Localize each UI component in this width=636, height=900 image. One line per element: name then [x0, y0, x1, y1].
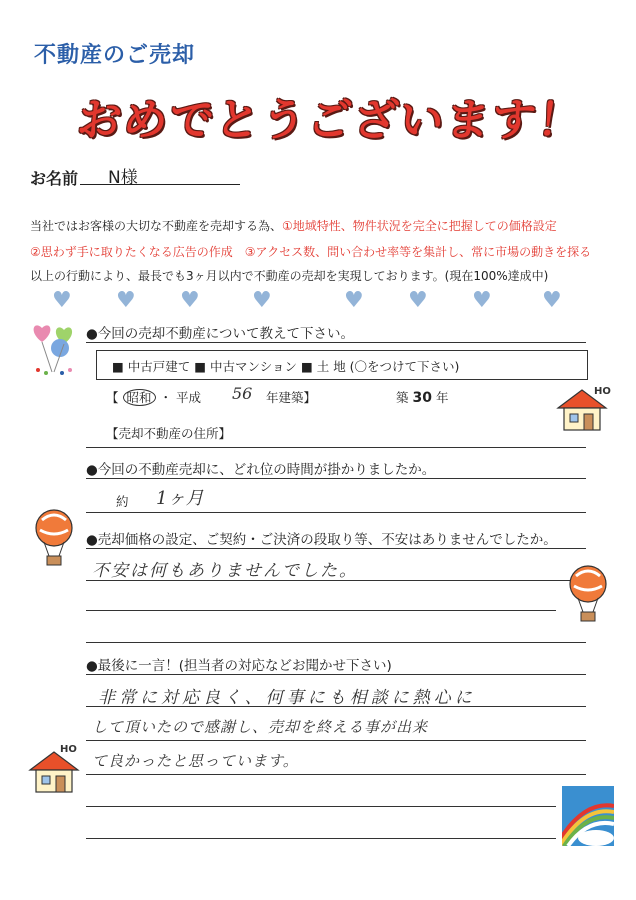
- rule: [86, 512, 586, 513]
- heart-icon: ♥: [52, 288, 72, 313]
- q4-question: ●最後に一言！(担当者の対応などお聞かせ下さい): [86, 658, 392, 674]
- q2-prefix: 約: [116, 494, 129, 509]
- heart-icon: ♥: [252, 288, 272, 313]
- q1-age: [396, 388, 448, 406]
- house-icon: [554, 384, 614, 436]
- intro-line-2: ②思わず手に取りたくなる広告の作成 ③アクセス数、問い合わせ率等を集計し、常に市場の動きを探る: [30, 245, 592, 259]
- rule: [86, 610, 556, 611]
- heart-icon: ♥: [472, 288, 492, 313]
- heart-balloons-icon: [30, 318, 86, 378]
- rainbow-icon: [562, 786, 614, 846]
- intro-line-1-red: ①地域特性、物件状況を完全に把握しての価格設定: [282, 219, 557, 233]
- q1-age-unit: 年: [435, 390, 449, 405]
- rule: [86, 674, 586, 675]
- q1-era-open: 【: [106, 390, 119, 405]
- q4-answer-line-3: て良かったと思っています。: [92, 752, 299, 770]
- intro-line-3: 以上の行動により、最長でも3ヶ月以内で不動産の売却を実現しております。(現在100%達成中): [30, 269, 549, 283]
- rule: [86, 447, 586, 448]
- rule: [86, 642, 586, 643]
- q1-built: 年建築】: [266, 390, 317, 405]
- q1-age-value: 30: [412, 390, 432, 406]
- house-tag: HO: [60, 744, 77, 755]
- header-subtitle: 不動産のご売却: [34, 43, 196, 68]
- rule: [86, 548, 586, 549]
- q4-answer-line-1: 非常に対応良く、何事にも相談に熱心に: [98, 688, 476, 708]
- q1-question: ●今回の売却不動産について教えて下さい。: [86, 326, 355, 342]
- q1-dot: ・: [159, 390, 173, 405]
- intro-line-1: [30, 218, 557, 234]
- house-tag: HO: [594, 386, 611, 397]
- name-underline: [80, 184, 240, 185]
- heart-icon: ♥: [344, 288, 364, 313]
- rule: [86, 478, 586, 479]
- rule: [86, 774, 586, 775]
- heart-icon: ♥: [116, 288, 136, 313]
- q1-types: ■ 中古戸建て ■ 中古マンション ■ 土 地 (〇をつけて下さい): [112, 359, 460, 374]
- q3-answer-handwritten: 不安は何もありませんでした。: [92, 561, 358, 581]
- q1-address-label: 【売却不動産の住所】: [106, 426, 232, 441]
- rule: [86, 740, 586, 741]
- header-title: おめでとうございます！: [74, 95, 587, 146]
- name-label: お名前: [30, 169, 79, 188]
- q1-age-label: 築: [396, 390, 409, 405]
- rule: [86, 806, 556, 807]
- hot-air-balloon-icon: [566, 562, 610, 626]
- q2-answer-handwritten: 1ヶ月: [156, 488, 204, 509]
- rule: [86, 342, 586, 343]
- q1-showa-circled: 昭和: [123, 389, 156, 406]
- q1-era: [106, 388, 201, 406]
- q4-answer-line-2: して頂いたので感謝し、売却を終える事が出来: [92, 718, 429, 736]
- intro-line-1-prefix: 当社ではお客様の大切な不動産を売却する為、: [30, 219, 283, 233]
- rule: [86, 838, 556, 839]
- name-value: N様: [108, 168, 138, 188]
- heart-icon: ♥: [180, 288, 200, 313]
- rule: [86, 706, 586, 707]
- q1-heisei: 平成: [176, 390, 202, 405]
- rule: [86, 580, 586, 581]
- q2-question: ●今回の不動産売却に、どれ位の時間が掛かりましたか。: [86, 462, 436, 478]
- heart-icon: ♥: [542, 288, 562, 313]
- q1-year-handwritten: 56: [232, 384, 253, 403]
- heart-icon: ♥: [408, 288, 428, 313]
- q3-question: ●売却価格の設定、ご契約・ご決済の段取り等、不安はありませんでしたか。: [86, 532, 557, 548]
- hot-air-balloon-icon: [32, 506, 76, 570]
- house-icon: [26, 744, 86, 798]
